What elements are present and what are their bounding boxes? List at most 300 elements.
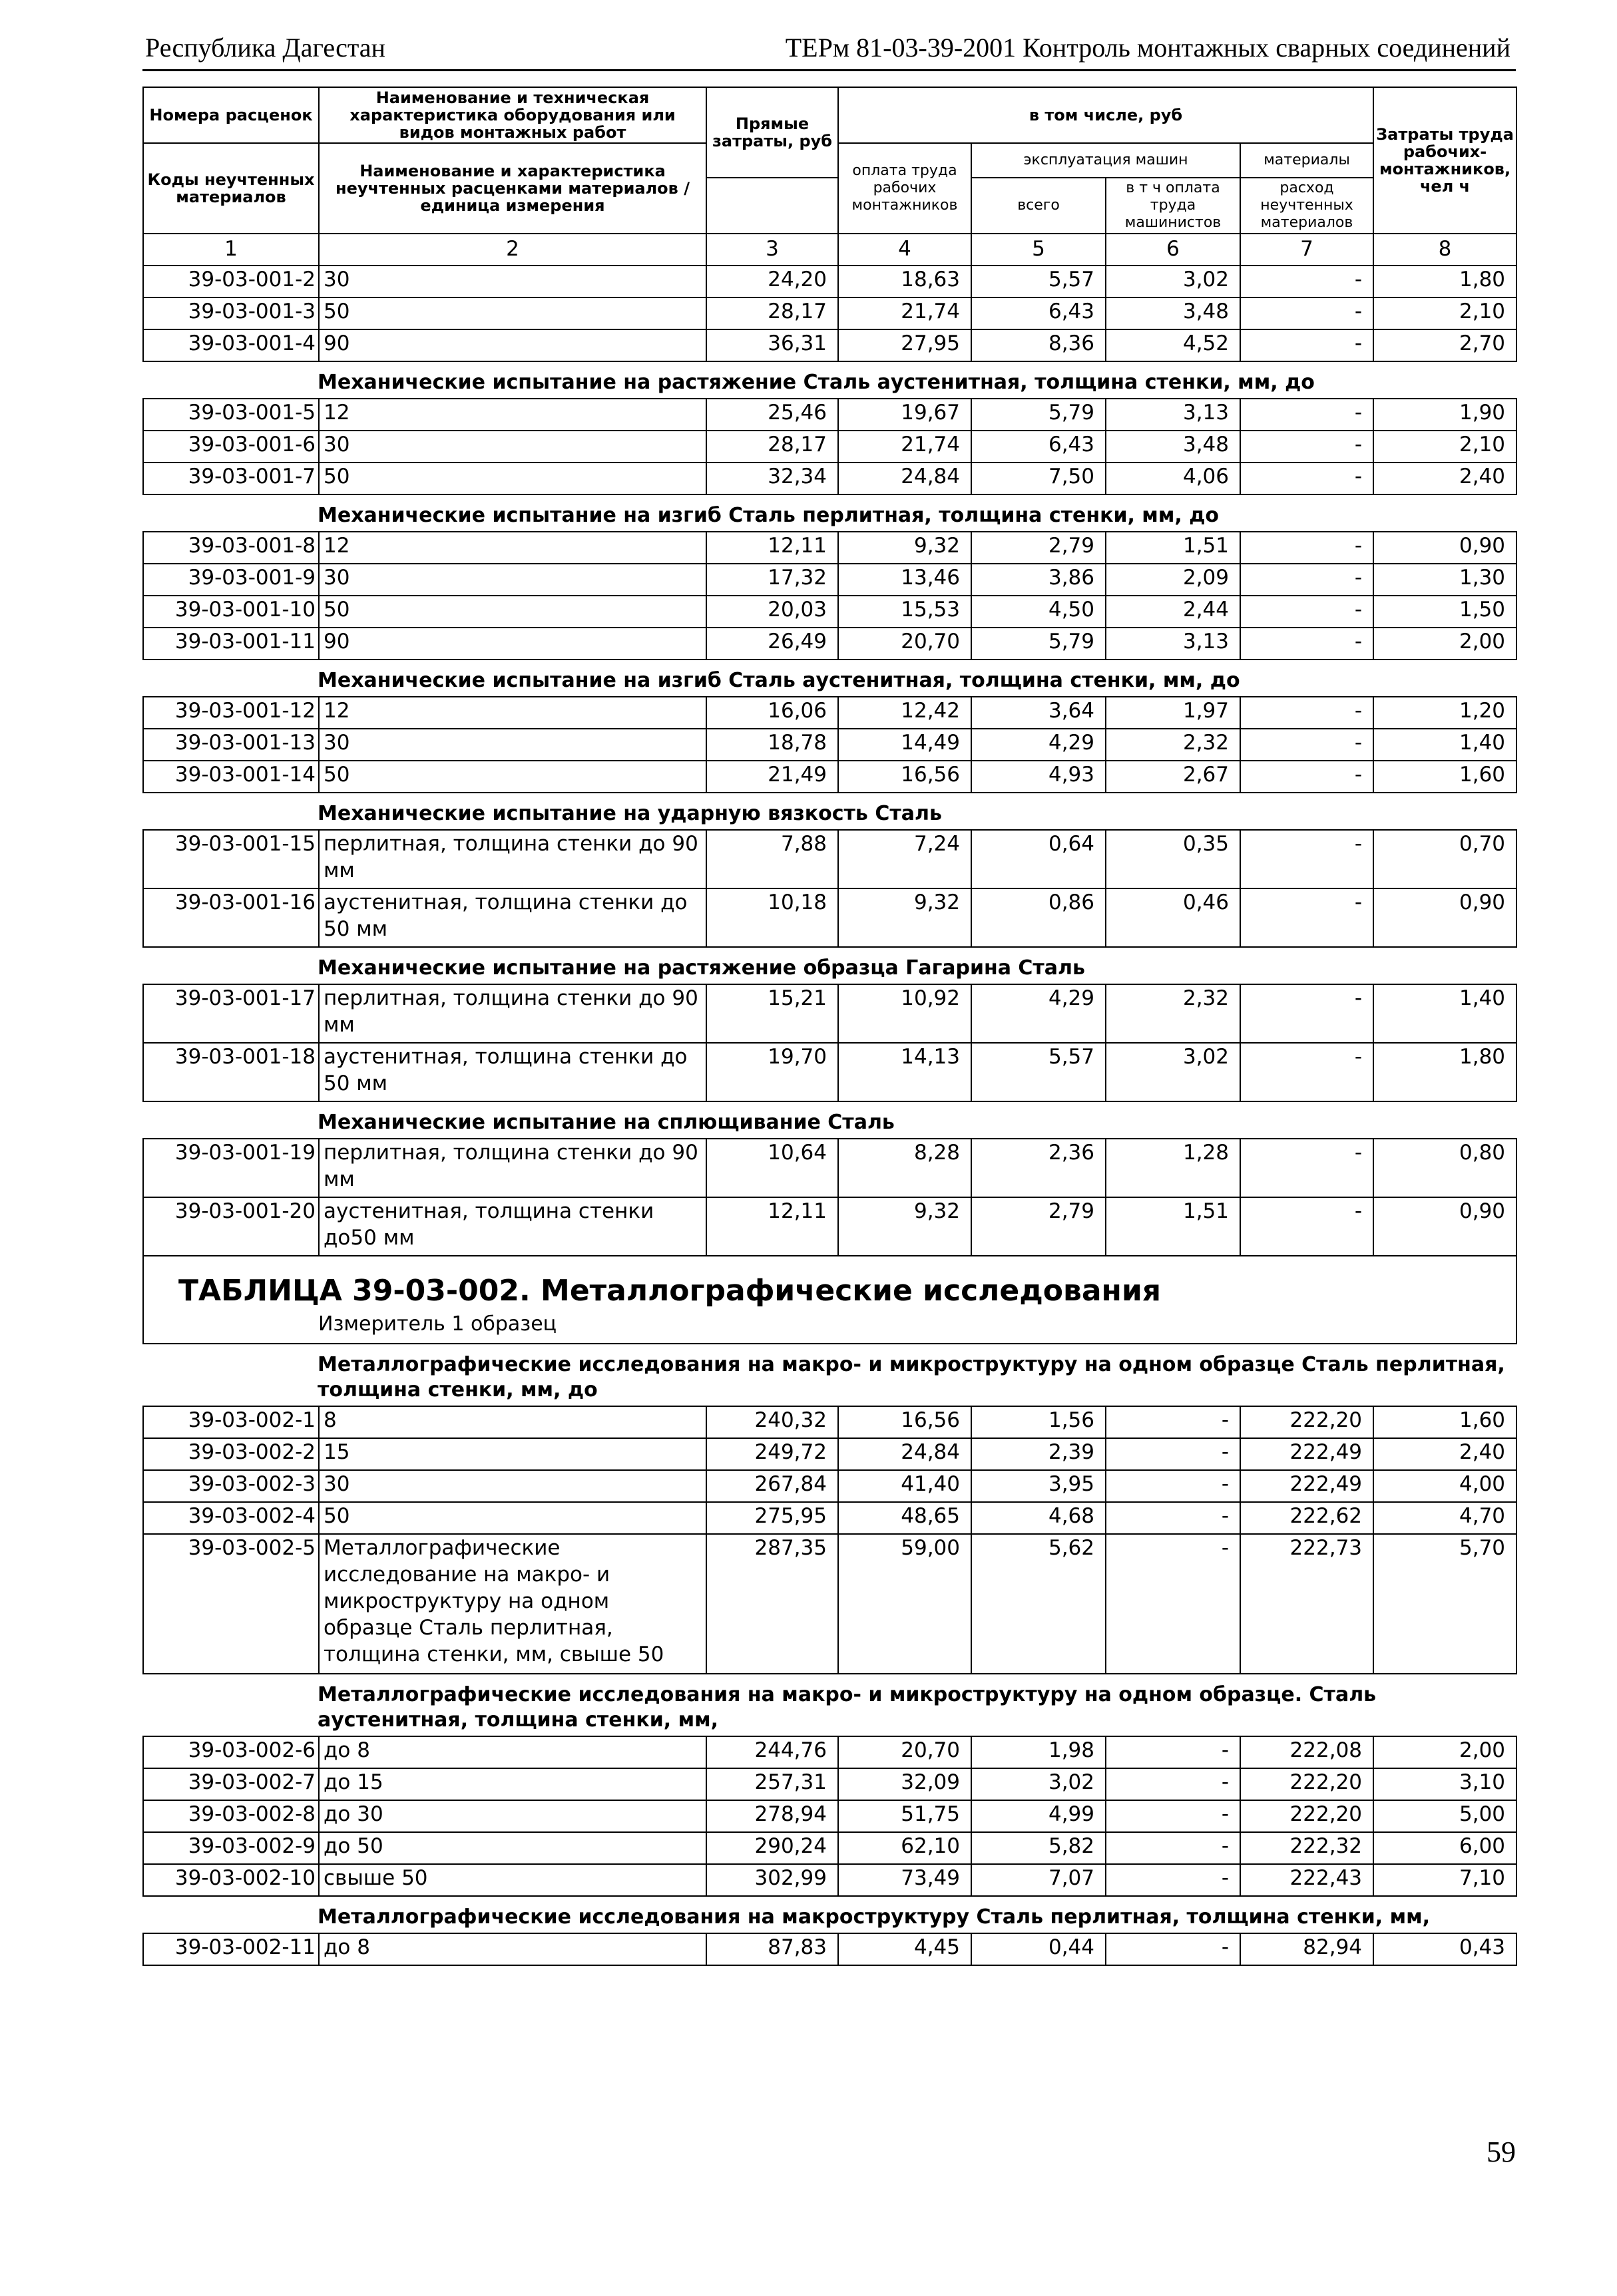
table-row — [143, 1438, 1516, 1470]
labor-hours: 1,80 — [1373, 266, 1516, 297]
machine-cost: 5,79 — [971, 399, 1106, 431]
section-title: Механические испытание на изгиб Сталь перлитная, толщина стенки, мм, до — [143, 494, 1516, 532]
direct-cost: 240,32 — [706, 1406, 838, 1438]
worker-pay: 12,42 — [838, 697, 971, 729]
table-row — [143, 564, 1516, 596]
labor-hours: 5,00 — [1373, 1800, 1516, 1832]
section-header-row — [143, 1896, 1516, 1933]
machine-cost: 5,57 — [971, 1043, 1106, 1101]
table-row — [143, 628, 1516, 660]
worker-pay: 21,74 — [838, 297, 971, 329]
section-header-row — [143, 1674, 1516, 1736]
direct-cost: 257,31 — [706, 1768, 838, 1800]
machinist-pay: - — [1106, 1406, 1240, 1438]
direct-cost: 290,24 — [706, 1832, 838, 1864]
materials-cost: - — [1240, 297, 1373, 329]
machine-cost: 4,29 — [971, 984, 1106, 1043]
column-number: 7 — [1240, 234, 1373, 266]
worker-pay: 20,70 — [838, 628, 971, 660]
work-name: 50 — [319, 1502, 706, 1534]
table-row — [143, 1864, 1516, 1896]
work-name: свыше 50 — [319, 1864, 706, 1896]
labor-hours: 5,70 — [1373, 1534, 1516, 1674]
worker-pay: 32,09 — [838, 1768, 971, 1800]
col-machines-pay-header: в т ч оплата труда машинистов — [1106, 178, 1240, 234]
section-title: Механические испытание на ударную вязкость Сталь — [143, 793, 1516, 830]
labor-hours: 0,70 — [1373, 830, 1516, 888]
table-row — [143, 697, 1516, 729]
direct-cost: 28,17 — [706, 297, 838, 329]
direct-cost: 15,21 — [706, 984, 838, 1043]
machine-cost: 0,44 — [971, 1933, 1106, 1965]
direct-cost: 87,83 — [706, 1933, 838, 1965]
machine-cost: 3,02 — [971, 1768, 1106, 1800]
machine-cost: 5,79 — [971, 628, 1106, 660]
labor-hours: 2,00 — [1373, 1736, 1516, 1768]
machinist-pay: 3,02 — [1106, 1043, 1240, 1101]
work-name: 15 — [319, 1438, 706, 1470]
direct-cost: 7,88 — [706, 830, 838, 888]
work-name: 30 — [319, 266, 706, 297]
col-incl-header: в том числе, руб — [838, 87, 1373, 143]
machinist-pay: 3,13 — [1106, 628, 1240, 660]
rate-code: 39-03-001-16 — [143, 888, 319, 947]
machinist-pay: 4,06 — [1106, 463, 1240, 494]
materials-cost: 222,08 — [1240, 1736, 1373, 1768]
table-row — [143, 431, 1516, 463]
table-row — [143, 1043, 1516, 1101]
rate-code: 39-03-002-1 — [143, 1406, 319, 1438]
rate-code: 39-03-001-4 — [143, 329, 319, 361]
machine-cost: 4,50 — [971, 596, 1106, 628]
header-rule — [142, 69, 1516, 71]
materials-cost: - — [1240, 830, 1373, 888]
worker-pay: 18,63 — [838, 266, 971, 297]
materials-cost: - — [1240, 532, 1373, 564]
work-name: 30 — [319, 564, 706, 596]
rate-code: 39-03-001-14 — [143, 761, 319, 793]
machinist-pay: - — [1106, 1933, 1240, 1965]
labor-hours: 2,40 — [1373, 1438, 1516, 1470]
table-row — [143, 1800, 1516, 1832]
labor-hours: 3,10 — [1373, 1768, 1516, 1800]
table-row — [143, 1832, 1516, 1864]
materials-cost: - — [1240, 1139, 1373, 1197]
materials-cost: 222,73 — [1240, 1534, 1373, 1674]
worker-pay: 7,24 — [838, 830, 971, 888]
machine-cost: 3,86 — [971, 564, 1106, 596]
table2-title-row — [143, 1256, 1516, 1344]
materials-cost: 222,20 — [1240, 1768, 1373, 1800]
work-name: 30 — [319, 1470, 706, 1502]
page-number: 59 — [1487, 2136, 1516, 2168]
machine-cost: 5,82 — [971, 1832, 1106, 1864]
machine-cost: 4,68 — [971, 1502, 1106, 1534]
machine-cost: 3,64 — [971, 697, 1106, 729]
direct-cost: 12,11 — [706, 1197, 838, 1256]
column-number: 8 — [1373, 234, 1516, 266]
section-header-row — [143, 1101, 1516, 1139]
work-name: 12 — [319, 697, 706, 729]
machine-cost: 2,79 — [971, 1197, 1106, 1256]
machine-cost: 7,07 — [971, 1864, 1106, 1896]
table-row — [143, 399, 1516, 431]
machinist-pay: 3,13 — [1106, 399, 1240, 431]
col-materials-header: материалы — [1240, 143, 1373, 178]
table-row — [143, 888, 1516, 947]
column-number: 3 — [706, 234, 838, 266]
table-row — [143, 532, 1516, 564]
materials-cost: 222,32 — [1240, 1832, 1373, 1864]
work-name: аустенитная, толщина стенки до50 мм — [319, 1197, 706, 1256]
table-row — [143, 761, 1516, 793]
worker-pay: 15,53 — [838, 596, 971, 628]
rate-code: 39-03-001-15 — [143, 830, 319, 888]
machinist-pay: 3,48 — [1106, 431, 1240, 463]
machinist-pay: - — [1106, 1736, 1240, 1768]
worker-pay: 9,32 — [838, 1197, 971, 1256]
direct-cost: 10,18 — [706, 888, 838, 947]
rate-code: 39-03-002-3 — [143, 1470, 319, 1502]
materials-cost: - — [1240, 329, 1373, 361]
worker-pay: 19,67 — [838, 399, 971, 431]
materials-cost: - — [1240, 431, 1373, 463]
machine-cost: 0,86 — [971, 888, 1106, 947]
worker-pay: 48,65 — [838, 1502, 971, 1534]
work-name: Металлографические исследование на макро- и микроструктуру на одном образце Сталь перлитная, толщина стенки, мм, свыше 50 — [319, 1534, 706, 1674]
work-name: 12 — [319, 399, 706, 431]
machinist-pay: 1,97 — [1106, 697, 1240, 729]
labor-hours: 1,90 — [1373, 399, 1516, 431]
work-name: до 8 — [319, 1736, 706, 1768]
machine-cost: 6,43 — [971, 297, 1106, 329]
worker-pay: 9,32 — [838, 532, 971, 564]
direct-cost: 302,99 — [706, 1864, 838, 1896]
table-row — [143, 596, 1516, 628]
materials-cost: 222,43 — [1240, 1864, 1373, 1896]
rate-code: 39-03-002-8 — [143, 1800, 319, 1832]
table-row — [143, 1139, 1516, 1197]
column-number: 4 — [838, 234, 971, 266]
labor-hours: 2,10 — [1373, 297, 1516, 329]
table-row — [143, 1470, 1516, 1502]
worker-pay: 20,70 — [838, 1736, 971, 1768]
rate-code: 39-03-001-7 — [143, 463, 319, 494]
labor-hours: 4,00 — [1373, 1470, 1516, 1502]
table-row — [143, 830, 1516, 888]
machinist-pay: - — [1106, 1768, 1240, 1800]
labor-hours: 0,90 — [1373, 1197, 1516, 1256]
machine-cost: 2,39 — [971, 1438, 1106, 1470]
labor-hours: 1,30 — [1373, 564, 1516, 596]
section-title: Механические испытание на растяжение Сталь аустенитная, толщина стенки, мм, до — [143, 361, 1516, 399]
machine-cost: 5,57 — [971, 266, 1106, 297]
section-title: Металлографические исследования на макроструктуру Сталь перлитная, толщина стенки, мм, — [143, 1896, 1516, 1933]
direct-cost: 32,34 — [706, 463, 838, 494]
direct-cost: 24,20 — [706, 266, 838, 297]
machinist-pay: 2,44 — [1106, 596, 1240, 628]
table-row — [143, 1534, 1516, 1674]
materials-cost: - — [1240, 729, 1373, 761]
machinist-pay: 2,32 — [1106, 729, 1240, 761]
rate-code: 39-03-001-19 — [143, 1139, 319, 1197]
materials-cost: 222,20 — [1240, 1406, 1373, 1438]
worker-pay: 14,49 — [838, 729, 971, 761]
machinist-pay: - — [1106, 1864, 1240, 1896]
direct-cost: 21,49 — [706, 761, 838, 793]
worker-pay: 16,56 — [838, 761, 971, 793]
labor-hours: 0,90 — [1373, 532, 1516, 564]
rate-code: 39-03-002-7 — [143, 1768, 319, 1800]
machinist-pay: - — [1106, 1502, 1240, 1534]
table-row — [143, 1197, 1516, 1256]
worker-pay: 24,84 — [838, 1438, 971, 1470]
table-row — [143, 729, 1516, 761]
labor-hours: 4,70 — [1373, 1502, 1516, 1534]
machine-cost: 1,56 — [971, 1406, 1106, 1438]
machine-cost: 1,98 — [971, 1736, 1106, 1768]
work-name: 30 — [319, 431, 706, 463]
materials-cost: 222,20 — [1240, 1800, 1373, 1832]
machinist-pay: 1,51 — [1106, 1197, 1240, 1256]
direct-cost: 26,49 — [706, 628, 838, 660]
table-row — [143, 1736, 1516, 1768]
work-name: перлитная, толщина стенки до 90 мм — [319, 830, 706, 888]
labor-hours: 2,70 — [1373, 329, 1516, 361]
labor-hours: 1,60 — [1373, 761, 1516, 793]
machinist-pay: 4,52 — [1106, 329, 1240, 361]
work-name: аустенитная, толщина стенки до 50 мм — [319, 888, 706, 947]
direct-cost: 19,70 — [706, 1043, 838, 1101]
materials-cost: - — [1240, 463, 1373, 494]
materials-cost: - — [1240, 697, 1373, 729]
materials-cost: - — [1240, 266, 1373, 297]
direct-cost: 18,78 — [706, 729, 838, 761]
materials-cost: 222,49 — [1240, 1438, 1373, 1470]
work-name: аустенитная, толщина стенки до 50 мм — [319, 1043, 706, 1101]
work-name: 8 — [319, 1406, 706, 1438]
section-title: Механические испытание на изгиб Сталь аустенитная, толщина стенки, мм, до — [143, 660, 1516, 697]
machinist-pay: 0,46 — [1106, 888, 1240, 947]
rate-code: 39-03-001-9 — [143, 564, 319, 596]
labor-hours: 0,90 — [1373, 888, 1516, 947]
col-labor-header: Затраты труда рабочих-монтажников, чел ч — [1373, 87, 1516, 234]
work-name: до 15 — [319, 1768, 706, 1800]
work-name: 12 — [319, 532, 706, 564]
rate-code: 39-03-001-5 — [143, 399, 319, 431]
materials-cost: - — [1240, 761, 1373, 793]
materials-cost: - — [1240, 628, 1373, 660]
machinist-pay: - — [1106, 1438, 1240, 1470]
table2-measure: Измеритель 1 образец — [318, 1312, 557, 1336]
labor-hours: 7,10 — [1373, 1864, 1516, 1896]
rate-code: 39-03-002-2 — [143, 1438, 319, 1470]
direct-cost: 16,06 — [706, 697, 838, 729]
work-name: 50 — [319, 463, 706, 494]
direct-cost: 275,95 — [706, 1502, 838, 1534]
column-number: 5 — [971, 234, 1106, 266]
machine-cost: 4,29 — [971, 729, 1106, 761]
rate-code: 39-03-002-10 — [143, 1864, 319, 1896]
rate-code: 39-03-001-13 — [143, 729, 319, 761]
direct-cost: 17,32 — [706, 564, 838, 596]
section-header-row — [143, 947, 1516, 984]
worker-pay: 51,75 — [838, 1800, 971, 1832]
machine-cost: 0,64 — [971, 830, 1106, 888]
worker-pay: 16,56 — [838, 1406, 971, 1438]
column-numbers-row — [143, 234, 1516, 266]
direct-cost: 287,35 — [706, 1534, 838, 1674]
labor-hours: 6,00 — [1373, 1832, 1516, 1864]
machinist-pay: - — [1106, 1832, 1240, 1864]
worker-pay: 21,74 — [838, 431, 971, 463]
rate-code: 39-03-001-17 — [143, 984, 319, 1043]
machinist-pay: 0,35 — [1106, 830, 1240, 888]
section-header-row — [143, 660, 1516, 697]
materials-cost: - — [1240, 399, 1373, 431]
rate-code: 39-03-001-11 — [143, 628, 319, 660]
col-pay-header: оплата труда рабочих монтажников — [838, 143, 971, 234]
direct-cost: 12,11 — [706, 532, 838, 564]
rate-code: 39-03-001-2 — [143, 266, 319, 297]
worker-pay: 14,13 — [838, 1043, 971, 1101]
table-row — [143, 329, 1516, 361]
col-codes-header: Номера расценок — [143, 87, 319, 143]
machinist-pay: 1,51 — [1106, 532, 1240, 564]
machine-cost: 4,99 — [971, 1800, 1106, 1832]
direct-cost: 267,84 — [706, 1470, 838, 1502]
rate-code: 39-03-001-10 — [143, 596, 319, 628]
machine-cost: 4,93 — [971, 761, 1106, 793]
materials-cost: - — [1240, 1043, 1373, 1101]
machinist-pay: 2,67 — [1106, 761, 1240, 793]
machinist-pay: 1,28 — [1106, 1139, 1240, 1197]
worker-pay: 24,84 — [838, 463, 971, 494]
work-name: до 50 — [319, 1832, 706, 1864]
materials-cost: 222,62 — [1240, 1502, 1373, 1534]
rate-code: 39-03-001-12 — [143, 697, 319, 729]
work-name: перлитная, толщина стенки до 90 мм — [319, 984, 706, 1043]
labor-hours: 2,10 — [1373, 431, 1516, 463]
table-row — [143, 1502, 1516, 1534]
materials-cost: 222,49 — [1240, 1470, 1373, 1502]
worker-pay: 8,28 — [838, 1139, 971, 1197]
labor-hours: 0,80 — [1373, 1139, 1516, 1197]
machine-cost: 6,43 — [971, 431, 1106, 463]
labor-hours: 1,40 — [1373, 984, 1516, 1043]
rate-code: 39-03-001-18 — [143, 1043, 319, 1101]
rate-code: 39-03-002-11 — [143, 1933, 319, 1965]
machine-cost: 2,36 — [971, 1139, 1106, 1197]
machine-cost: 8,36 — [971, 329, 1106, 361]
header-row-1 — [143, 87, 1516, 143]
labor-hours: 0,43 — [1373, 1933, 1516, 1965]
work-name: до 30 — [319, 1800, 706, 1832]
work-name: 50 — [319, 761, 706, 793]
direct-cost: 10,64 — [706, 1139, 838, 1197]
rate-code: 39-03-002-9 — [143, 1832, 319, 1864]
materials-cost: - — [1240, 888, 1373, 947]
table-row — [143, 1933, 1516, 1965]
machine-cost: 5,62 — [971, 1534, 1106, 1674]
direct-cost: 249,72 — [706, 1438, 838, 1470]
table2-title: ТАБЛИЦА 39-03-002. Металлографические исследования — [178, 1274, 1162, 1308]
direct-cost: 28,17 — [706, 431, 838, 463]
col-machines-total-header: всего — [971, 178, 1106, 234]
labor-hours: 1,80 — [1373, 1043, 1516, 1101]
labor-hours: 2,00 — [1373, 628, 1516, 660]
worker-pay: 27,95 — [838, 329, 971, 361]
rates-table — [142, 87, 1517, 1966]
table-row — [143, 984, 1516, 1043]
materials-cost: - — [1240, 984, 1373, 1043]
table-row — [143, 463, 1516, 494]
table-row — [143, 297, 1516, 329]
work-name: 50 — [319, 297, 706, 329]
col-materials-sub-header: расход неучтенных материалов — [1240, 178, 1373, 234]
direct-cost: 36,31 — [706, 329, 838, 361]
work-name: 30 — [319, 729, 706, 761]
col-material-codes-header: Коды неучтенных материалов — [143, 143, 319, 234]
worker-pay: 4,45 — [838, 1933, 971, 1965]
rate-code: 39-03-002-5 — [143, 1534, 319, 1674]
header-right: ТЕРм 81-03-39-2001 Контроль монтажных сварных соединений — [785, 33, 1510, 63]
labor-hours: 1,40 — [1373, 729, 1516, 761]
rate-code: 39-03-001-20 — [143, 1197, 319, 1256]
section-title: Металлографические исследования на макро- и микроструктуру на одном образце Сталь перлитная, толщина стенки, мм, до — [143, 1344, 1516, 1406]
worker-pay: 62,10 — [838, 1832, 971, 1864]
machine-cost: 2,79 — [971, 532, 1106, 564]
table-row — [143, 1406, 1516, 1438]
machinist-pay: 3,02 — [1106, 266, 1240, 297]
worker-pay: 41,40 — [838, 1470, 971, 1502]
direct-cost: 278,94 — [706, 1800, 838, 1832]
col-direct-header: Прямые затраты, руб — [706, 87, 838, 178]
col-direct-spacer — [706, 178, 838, 234]
direct-cost: 244,76 — [706, 1736, 838, 1768]
table-row — [143, 1768, 1516, 1800]
worker-pay: 13,46 — [838, 564, 971, 596]
materials-cost: - — [1240, 564, 1373, 596]
worker-pay: 10,92 — [838, 984, 971, 1043]
work-name: до 8 — [319, 1933, 706, 1965]
section-header-row — [143, 361, 1516, 399]
direct-cost: 20,03 — [706, 596, 838, 628]
col-material-name-header: Наименование и характеристика неучтенных расценками материалов / единица измерения — [319, 143, 706, 234]
labor-hours: 1,50 — [1373, 596, 1516, 628]
machinist-pay: - — [1106, 1470, 1240, 1502]
labor-hours: 1,20 — [1373, 697, 1516, 729]
work-name: 50 — [319, 596, 706, 628]
labor-hours: 2,40 — [1373, 463, 1516, 494]
section-title: Металлографические исследования на макро- и микроструктуру на одном образце. Сталь аустенитная, толщина стенки, мм, — [143, 1674, 1516, 1736]
work-name: перлитная, толщина стенки до 90 мм — [319, 1139, 706, 1197]
materials-cost: - — [1240, 1197, 1373, 1256]
col-name-header: Наименование и техническая характеристика оборудования или видов монтажных работ — [319, 87, 706, 143]
work-name: 90 — [319, 628, 706, 660]
worker-pay: 59,00 — [838, 1534, 971, 1674]
rate-code: 39-03-001-8 — [143, 532, 319, 564]
rate-code: 39-03-002-6 — [143, 1736, 319, 1768]
machinist-pay: 2,09 — [1106, 564, 1240, 596]
machinist-pay: 3,48 — [1106, 297, 1240, 329]
column-number: 2 — [319, 234, 706, 266]
table-row — [143, 266, 1516, 297]
section-header-row — [143, 1344, 1516, 1406]
materials-cost: 82,94 — [1240, 1933, 1373, 1965]
direct-cost: 25,46 — [706, 399, 838, 431]
column-number: 1 — [143, 234, 319, 266]
